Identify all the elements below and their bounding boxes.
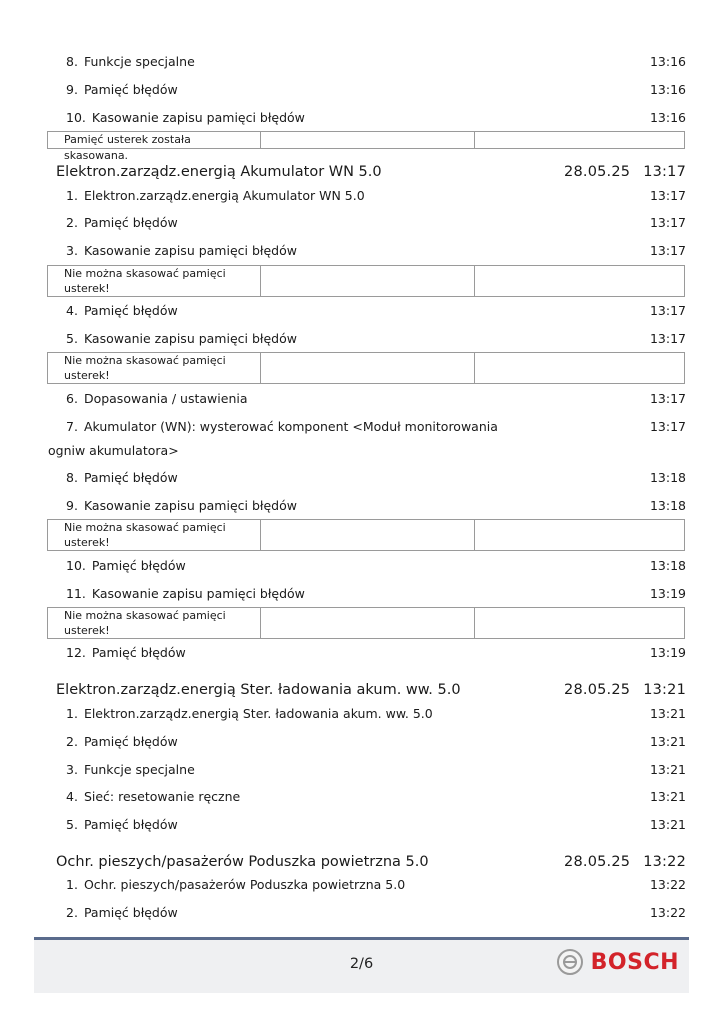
- timestamp: 13:18: [649, 498, 686, 513]
- error-note: Nie można skasować pamięci usterek!: [47, 519, 685, 551]
- timestamp: 13:21: [649, 706, 686, 721]
- section-title: Elektron.zarządz.energią Akumulator WN 5.0: [56, 164, 382, 180]
- list-item: 6. Dopasowania / ustawienia 13:17: [66, 391, 686, 406]
- list-item: 1. Elektron.zarządz.energią Akumulator WN 5.0 13:17: [66, 188, 686, 203]
- list-item: 3. Funkcje specjalne 13:21: [66, 762, 686, 777]
- section-time: 13:17: [643, 164, 686, 180]
- timestamp: 13:21: [649, 789, 686, 804]
- list-item: 1. Ochr. pieszych/pasażerów Poduszka powietrzna 5.0 13:22: [66, 877, 686, 892]
- timestamp: 13:17: [649, 303, 686, 318]
- section-title: Elektron.zarządz.energią Ster. ładowania akum. ww. 5.0: [56, 682, 461, 698]
- error-note: Nie można skasować pamięci usterek!: [47, 265, 685, 297]
- list-item: 2. Pamięć błędów 13:22: [66, 905, 686, 920]
- list-item: 2. Pamięć błędów 13:21: [66, 734, 686, 749]
- timestamp: 13:17: [649, 188, 686, 203]
- section-time: 13:22: [643, 854, 686, 870]
- list-item: 4. Sieć: resetowanie ręczne 13:21: [66, 789, 686, 804]
- list-item-continuation: ogniw akumulatora>: [48, 443, 179, 458]
- bosch-armature-icon: [557, 949, 583, 975]
- timestamp: 13:18: [649, 558, 686, 573]
- section-date: 28.05.25: [564, 164, 631, 180]
- list-item: 3. Kasowanie zapisu pamięci błędów 13:17: [66, 243, 686, 258]
- section-date: 28.05.25: [564, 682, 631, 698]
- list-item: 4. Pamięć błędów 13:17: [66, 303, 686, 318]
- list-item: 2. Pamięć błędów 13:17: [66, 215, 686, 230]
- timestamp: 13:16: [649, 110, 686, 125]
- timestamp: 13:16: [649, 54, 686, 69]
- list-item: 8. Funkcje specjalne 13:16: [66, 54, 686, 69]
- list-item: 9. Pamięć błędów 13:16: [66, 82, 686, 97]
- timestamp: 13:17: [649, 331, 686, 346]
- error-note: Nie można skasować pamięci usterek!: [47, 352, 685, 384]
- error-note: Nie można skasować pamięci usterek!: [47, 607, 685, 639]
- timestamp: 13:19: [649, 586, 686, 601]
- timestamp: 13:22: [649, 905, 686, 920]
- timestamp: 13:19: [649, 645, 686, 660]
- timestamp: 13:22: [649, 877, 686, 892]
- section-header: [56, 162, 686, 182]
- section-date: 28.05.25: [564, 854, 631, 870]
- list-item: 10. Pamięć błędów 13:18: [66, 558, 686, 573]
- timestamp: 13:17: [649, 215, 686, 230]
- status-note: Pamięć usterek została skasowana.: [47, 131, 685, 149]
- timestamp: 13:16: [649, 82, 686, 97]
- list-item: 9. Kasowanie zapisu pamięci błędów 13:18: [66, 498, 686, 513]
- brand-name: BOSCH: [590, 949, 679, 975]
- timestamp: 13:21: [649, 734, 686, 749]
- brand-logo: [557, 949, 679, 975]
- list-item: 7. Akumulator (WN): wysterować komponent <Moduł monitorowania 13:17: [66, 419, 686, 434]
- list-item: 11. Kasowanie zapisu pamięci błędów 13:19: [66, 586, 686, 601]
- timestamp: 13:21: [649, 817, 686, 832]
- timestamp: 13:18: [649, 470, 686, 485]
- list-item: 8. Pamięć błędów 13:18: [66, 470, 686, 485]
- page-footer: [34, 940, 689, 993]
- section-header: [56, 852, 686, 872]
- list-item: 10. Kasowanie zapisu pamięci błędów 13:16: [66, 110, 686, 125]
- section-title: Ochr. pieszych/pasażerów Poduszka powietrzna 5.0: [56, 854, 429, 870]
- timestamp: 13:17: [649, 243, 686, 258]
- section-header: [56, 680, 686, 700]
- page-number: 2/6: [349, 956, 374, 972]
- list-item: 12. Pamięć błędów 13:19: [66, 645, 686, 660]
- timestamp: 13:17: [649, 419, 686, 434]
- list-item: 5. Kasowanie zapisu pamięci błędów 13:17: [66, 331, 686, 346]
- timestamp: 13:21: [649, 762, 686, 777]
- timestamp: 13:17: [649, 391, 686, 406]
- section-time: 13:21: [643, 682, 686, 698]
- list-item: 5. Pamięć błędów 13:21: [66, 817, 686, 832]
- list-item: 1. Elektron.zarządz.energią Ster. ładowania akum. ww. 5.0 13:21: [66, 706, 686, 721]
